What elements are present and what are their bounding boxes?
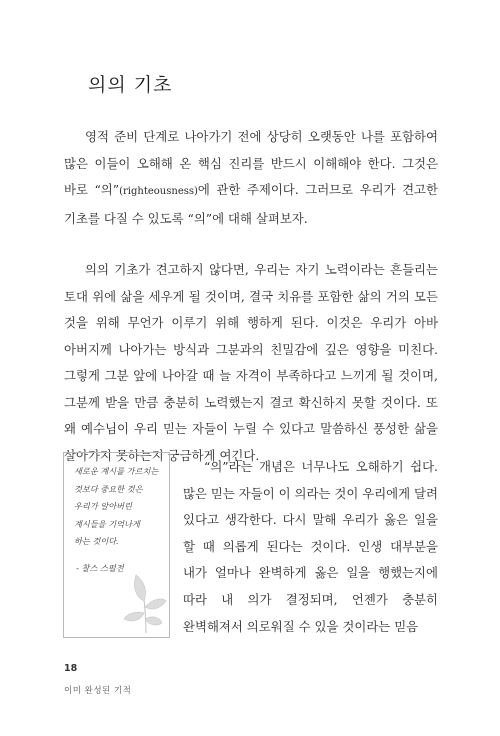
running-footer-book-title: 이미 완성된 기적 bbox=[64, 686, 132, 696]
quote-line: 계시들을 기억나게 bbox=[74, 518, 140, 529]
paragraph-1-text-a: 영적 준비 단계로 나아가기 전에 상당히 오랫동안 나를 포함하여 많은 이들이 오해해 온 핵심 진리를 반드시 이해해야 한다. 그것은 바로 “의” bbox=[64, 129, 438, 197]
body-paragraph-2: 의의 기초가 견고하지 않다면, 우리는 자기 노력이라는 흔들리는 토대 위에 삶을 세우게 될 것이며, 결국 치유를 포함한 삶의 거의 모든 것을 위해 무언가 이루기 위해 행하게 된다. 이것은 우리가 아바 아버지께 나아가는 방식과 그분과의 친밀감에 깊은 영향을 미친다. 그렇게 그분 앞에 나아갈 때 늘 자격이 부족하다고 느끼게 될 것이며, 그분께 받을 만큼 충분히 노력했는지 결코 확신하지 못할 것이다. 또 왜 예수님이 우리 믿는 자들이 누릴 수 있다고 말씀하신 풍성한 삶을 살아가지 못하는지 궁금하게 여긴다. bbox=[64, 262, 438, 463]
leaf-icon bbox=[122, 569, 168, 635]
quote-line: 새로운 계시를 가르치는 bbox=[74, 466, 159, 476]
quote-line: 우리가 알아버린 bbox=[74, 501, 132, 511]
section-title: 의의 기초 bbox=[88, 74, 173, 96]
page-number: 18 bbox=[64, 663, 78, 674]
paragraph-1-latin-term: (righteousness) bbox=[119, 186, 198, 197]
body-paragraph-1 bbox=[64, 124, 438, 232]
quote-text bbox=[74, 463, 166, 551]
quote-line: 것보다 중요한 것은 bbox=[74, 483, 143, 494]
body-paragraph-3: “의”라는 개념은 너무나도 오해하기 쉽다. 많은 믿는 자들이 이 의라는 것이 우리에게 달려 있다고 생각한다. 다시 말해 우리가 옳은 일을 할 때 의롭게 된다는 것이다. 인생 대부분을 내가 얼마나 완벽하게 옳은 일을 행했는지에 따라 내 의가 결정되며, 언젠가 충분히 완벽해져서 의로워질 수 있을 것이라는 믿음 bbox=[183, 459, 438, 634]
quote-line: 하는 것이다. bbox=[74, 536, 119, 546]
paragraph-1-text-b: 에 관한 주제이다. 그러므로 우리가 견고한 기초를 다질 수 있도록 “의”에 대해 살펴보자. bbox=[64, 182, 438, 226]
quote-box bbox=[63, 452, 170, 638]
quote-author: - 찰스 스펄전 bbox=[76, 563, 124, 573]
